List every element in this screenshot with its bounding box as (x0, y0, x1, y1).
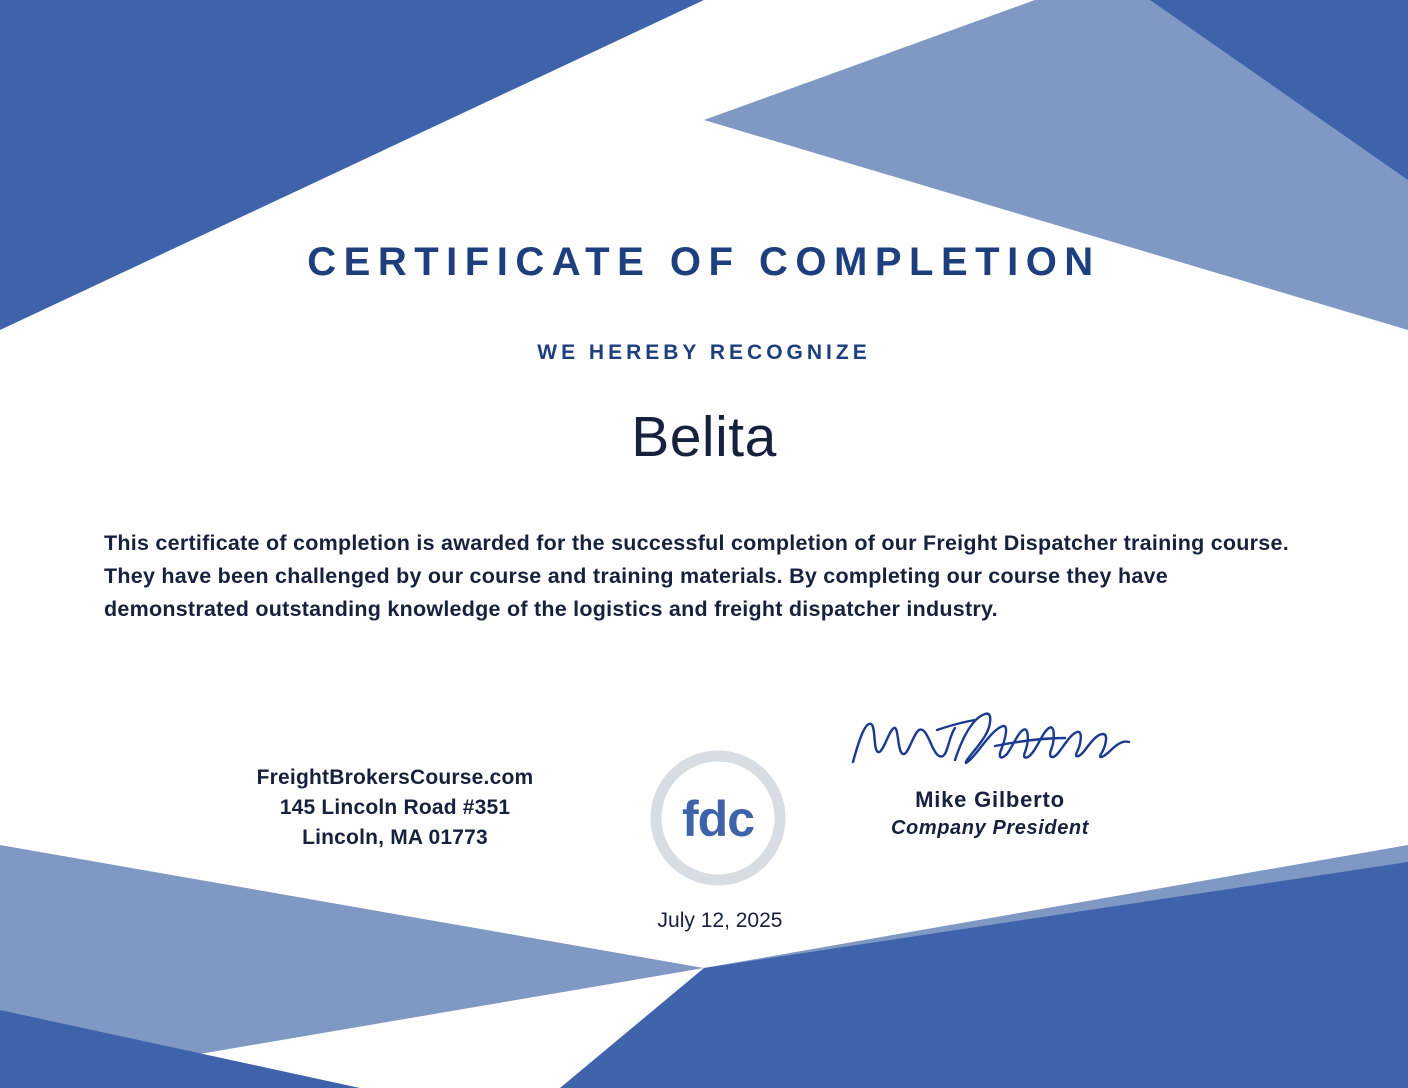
signer-name: Mike Gilberto (915, 787, 1065, 812)
page-title: CERTIFICATE OF COMPLETION (307, 240, 1101, 284)
certificate-body-text: This certificate of completion is awarded for the successful completion of our Freight Dispatcher training course. They have been challenged by our course and training materials. By completing our course they have demonstrated outstanding knowledge of the logistics and freight dispatcher industry. (104, 531, 1289, 621)
fdc-logo-icon (650, 750, 786, 886)
issuer-website: FreightBrokersCourse.com (256, 766, 534, 789)
issue-date: July 12, 2025 (657, 909, 783, 932)
signature-mark-icon (845, 700, 1135, 785)
recipient-name: Belita (631, 405, 777, 469)
svg-text:fdc: fdc (682, 791, 754, 847)
issuer-street: 145 Lincoln Road #351 (279, 796, 511, 819)
issuer-address (150, 763, 640, 853)
signature-block (830, 700, 1150, 840)
issuer-city-state-zip: Lincoln, MA 01773 (302, 826, 488, 849)
signer-role: Company President (890, 817, 1090, 839)
recognition-label: WE HEREBY RECOGNIZE (537, 341, 871, 364)
